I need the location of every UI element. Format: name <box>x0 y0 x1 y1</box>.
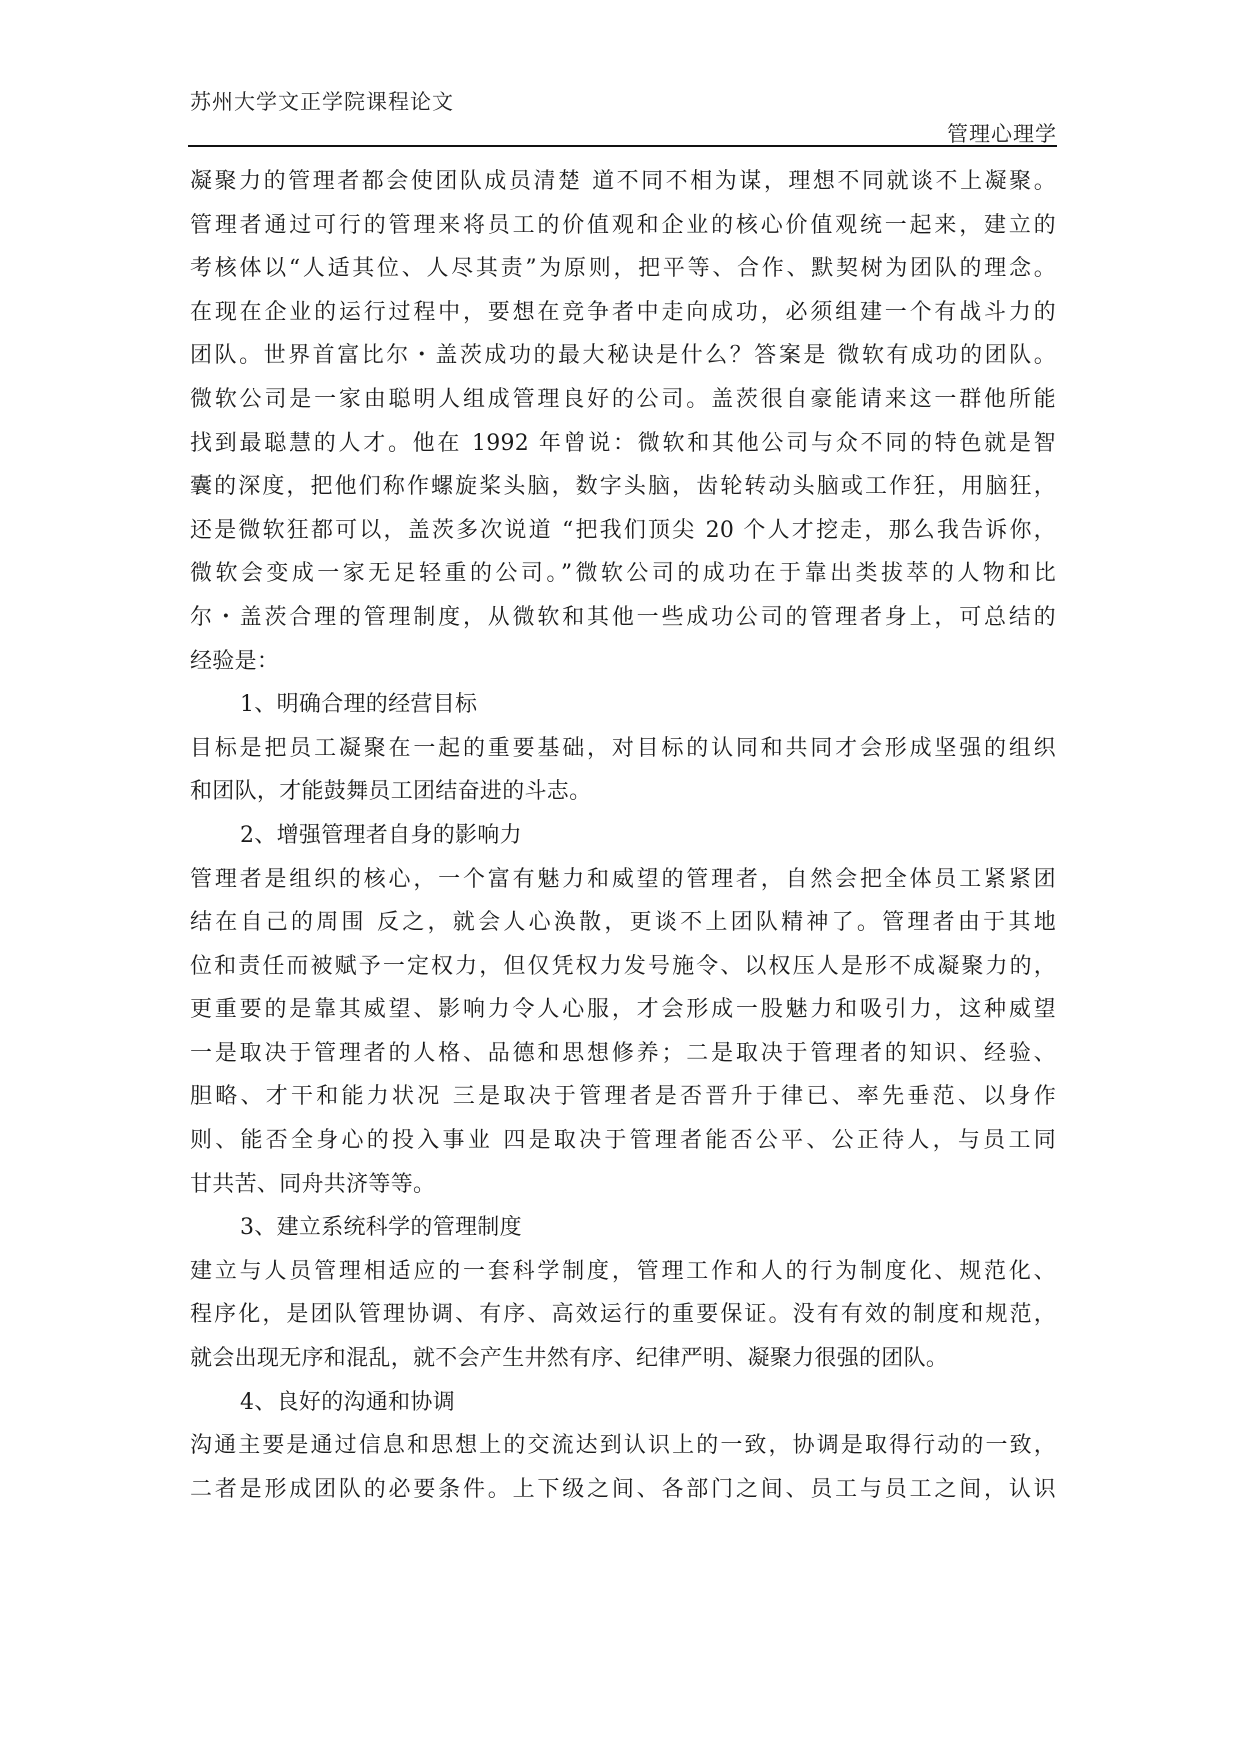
header-course-title: 管理心理学 <box>947 122 1057 146</box>
body-text <box>190 160 1056 1511</box>
header-school-title: 苏州大学文正学院课程论文 <box>190 90 454 114</box>
text-line: 和团队，才能鼓舞员工团结奋进的斗志。 <box>190 779 592 805</box>
text-line: 尔・盖茨合理的管理制度，从微软和其他一些成功公司的管理者身上，可总结的 <box>190 604 1056 630</box>
text-line: 目标是把员工凝聚在一起的重要基础，对目标的认同和共同才会形成坚强的组织 <box>190 735 1056 761</box>
text-line: 微软公司是一家由聪明人组成管理良好的公司。盖茨很自豪能请来这一群他所能 <box>190 386 1056 412</box>
text-line: 建立与人员管理相适应的一套科学制度，管理工作和人的行为制度化、规范化、 <box>190 1258 1056 1284</box>
text-line: 程序化，是团队管理协调、有序、高效运行的重要保证。没有有效的制度和规范， <box>190 1302 1056 1328</box>
text-line: 凝聚力的管理者都会使团队成员清楚 道不同不相为谋，理想不同就谈不上凝聚。 <box>190 169 1056 194</box>
text-line: 沟通主要是通过信息和思想上的交流达到认识上的一致，协调是取得行动的一致， <box>190 1433 1056 1459</box>
text-line: 考核体以“人适其位、人尽其责”为原则，把平等、合作、默契树为团队的理念。 <box>190 256 1056 282</box>
text-line: 管理者是组织的核心，一个富有魅力和威望的管理者，自然会把全体员工紧紧团 <box>190 866 1056 892</box>
text-line: 胆略、才干和能力状况 三是取决于管理者是否晋升于律已、率先垂范、以身作 <box>190 1084 1056 1110</box>
text-line: 结在自己的周围 反之，就会人心涣散，更谈不上团队精神了。管理者由于其地 <box>190 910 1056 936</box>
section-heading: 4、良好的沟通和协调 <box>240 1389 455 1415</box>
text-line: 在现在企业的运行过程中，要想在竞争者中走向成功，必须组建一个有战斗力的 <box>190 299 1056 325</box>
text-line: 就会出现无序和混乱，就不会产生井然有序、纪律严明、凝聚力很强的团队。 <box>190 1346 949 1372</box>
text-line: 管理者通过可行的管理来将员工的价值观和企业的核心价值观统一起来，建立的 <box>190 212 1056 238</box>
text-line: 经验是： <box>190 648 280 674</box>
text-line: 二者是形成团队的必要条件。上下级之间、各部门之间、员工与员工之间，认识 <box>190 1476 1056 1502</box>
text-line: 囊的深度，把他们称作螺旋桨头脑，数字头脑，齿轮转动头脑或工作狂，用脑狂， <box>190 474 1056 500</box>
section-heading: 3、建立系统科学的管理制度 <box>240 1215 522 1241</box>
section-heading: 2、增强管理者自身的影响力 <box>240 822 522 848</box>
text-line: 更重要的是靠其威望、影响力令人心服，才会形成一股魅力和吸引力，这种威望 <box>190 997 1056 1023</box>
text-line: 一是取决于管理者的人格、品德和思想修养；二是取决于管理者的知识、经验、 <box>190 1040 1056 1066</box>
header-divider <box>188 145 1057 147</box>
text-line: 甘共苦、同舟共济等等。 <box>190 1171 436 1197</box>
text-line: 微软会变成一家无足轻重的公司。”微软公司的成功在于靠出类拔萃的人物和比 <box>190 561 1056 587</box>
section-heading: 1、明确合理的经营目标 <box>240 692 478 718</box>
text-line: 找到最聪慧的人才。他在 1992 年曾说：微软和其他公司与众不同的特色就是智 <box>190 430 1056 456</box>
text-line: 团队。世界首富比尔・盖茨成功的最大秘诀是什么？答案是 微软有成功的团队。 <box>190 343 1056 369</box>
text-line: 位和责任而被赋予一定权力，但仅凭权力发号施令、以权压人是形不成凝聚力的， <box>190 953 1056 979</box>
text-line: 还是微软狂都可以，盖茨多次说道 “把我们顶尖 20 个人才挖走，那么我告诉你， <box>190 517 1056 543</box>
text-line: 则、能否全身心的投入事业 四是取决于管理者能否公平、公正待人，与员工同 <box>190 1128 1056 1154</box>
